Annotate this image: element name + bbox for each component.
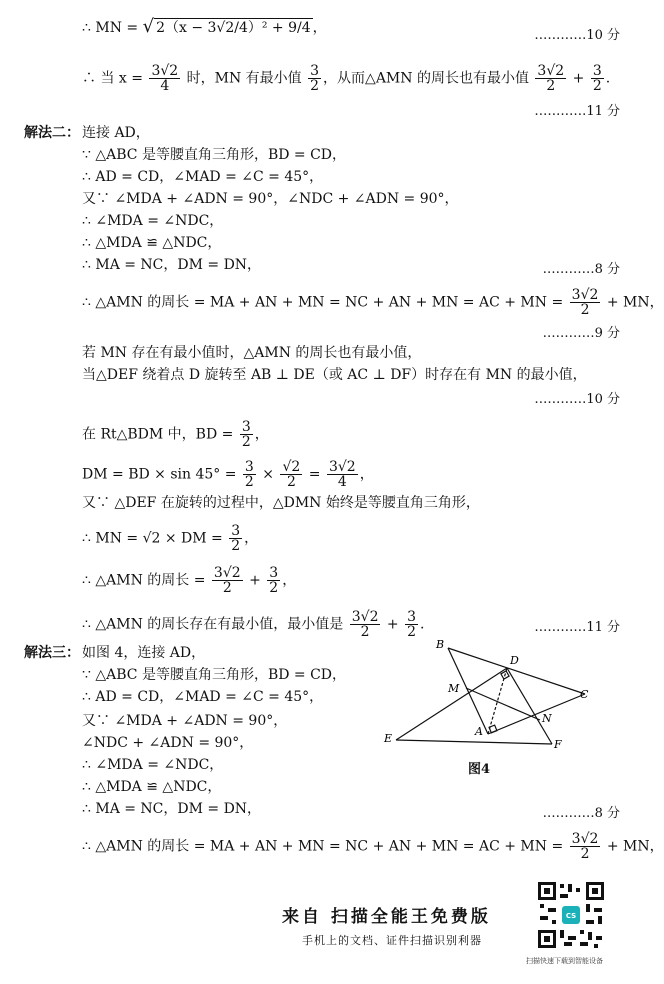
fraction: $\frac{3√2}{2}$ [571, 831, 599, 862]
fraction: $\frac{√2}{2}$ [282, 459, 301, 490]
text-line: ∴ ∠MDA = ∠NDC， [82, 213, 224, 229]
qr-badge-text: CS [565, 912, 577, 920]
text-line: ∴ ∠MDA = ∠NDC， [82, 757, 224, 773]
label-n: N [542, 712, 552, 725]
segment-ac [488, 694, 585, 734]
text: ∴ 当 x = [82, 70, 148, 87]
right-angle-mark-a [489, 725, 497, 733]
fraction: $\frac{3}{2}$ [310, 63, 320, 94]
fraction: $\frac{3√2}{2}$ [351, 609, 379, 640]
text-line: 又∵ △DEF 在旋转的过程中，△DMN 始终是等腰直角三角形， [82, 495, 480, 511]
text-line: 如图 4，连接 AD， [82, 645, 206, 661]
sqrt-content: 2（x − 3√2/4）² + 9/4 [156, 20, 311, 36]
label-f: F [554, 738, 562, 751]
fraction: $\frac{3}{2}$ [241, 419, 251, 450]
score-mark: …………8 分 [542, 262, 620, 277]
scanner-watermark-title: 来自 扫描全能王免费版 [282, 907, 491, 927]
fraction: $\frac{3}{2}$ [592, 63, 602, 94]
text-line: ∴ AD = CD，∠MAD = ∠C = 45°， [82, 689, 324, 705]
text: ∴ MN = [82, 20, 143, 36]
text-line: ∴ MA = NC，DM = DN， [82, 801, 262, 817]
geometry-figure [380, 636, 600, 756]
text-line: 又∵ ∠MDA + ∠ADN = 90°，∠NDC + ∠ADN = 90°， [82, 191, 459, 207]
label-c: C [580, 688, 589, 701]
fraction: $\frac{3√2}{2}$ [571, 287, 599, 318]
fraction: $\frac{3√2}{2}$ [213, 565, 241, 596]
text-line: ∴ MA = NC，DM = DN， [82, 257, 262, 273]
fraction: $\frac{3√2}{4}$ [151, 63, 179, 94]
fraction: $\frac{3√2}{2}$ [537, 63, 565, 94]
score-mark: …………11 分 [534, 104, 620, 119]
score-mark: …………10 分 [534, 28, 620, 43]
text: 时，MN 有最小值 [182, 70, 307, 87]
score-mark: …………10 分 [534, 392, 620, 407]
fraction: $\frac{3}{2}$ [407, 609, 417, 640]
text-line: 又∵ ∠MDA + ∠ADN = 90°， [82, 713, 288, 729]
label-b: B [436, 638, 445, 651]
score-mark: …………8 分 [542, 806, 620, 821]
segment-ef [396, 740, 552, 744]
segment-df [507, 668, 552, 744]
score-mark: …………11 分 [534, 620, 620, 635]
fraction: $\frac{3√2}{4}$ [328, 459, 356, 490]
text: ，从而△AMN 的周长也有最小值 [323, 70, 534, 87]
qr-code-icon[interactable] [536, 880, 606, 950]
label-m: M [448, 682, 460, 695]
text-line: ∵ △ABC 是等腰直角三角形，BD = CD， [82, 667, 347, 683]
text-line: ∴ △MDA ≌ △NDC， [82, 235, 222, 251]
mn-line: ∴ MN = √2 × DM = $\frac{3}{2}$ ， [82, 523, 259, 554]
label-e: E [384, 732, 393, 745]
perimeter-line: ∴ △AMN 的周长 = MA + AN + MN = NC + AN + MN = AC + MN = $\frac{3√2}{2}$ + MN， [82, 287, 664, 318]
figure-caption: 图4 [468, 762, 491, 777]
text: ， [312, 20, 327, 36]
method-three-label: 解法三： [24, 645, 80, 661]
scanner-watermark-subtitle: 手机上的文档、证件扫描识别利器 [302, 934, 482, 947]
perimeter-value-line: ∴ △AMN 的周长 = $\frac{3√2}{2}$ + $\frac{3}{2}$ ， [82, 565, 297, 596]
fraction: $\frac{3}{2}$ [244, 459, 254, 490]
min-perimeter-line: ∴ △AMN 的周长存在有最小值，最小值是 $\frac{3√2}{2}$ + $\frac{3}{2}$ . [82, 609, 425, 640]
method-two-label: 解法二： [24, 125, 80, 141]
qr-caption: 扫描快速下载到智能设备 [526, 957, 603, 965]
score-mark: …………9 分 [542, 326, 620, 341]
dm-line: DM = BD × sin 45° = $\frac{3}{2}$ × $\frac{√2}{2}$ = $\frac{3√2}{4}$ ， [82, 459, 374, 490]
formula-mn: ∴ MN = √ 2（x − 3√2/4）² + 9/4 ， [82, 16, 327, 37]
text-line: ∠NDC + ∠ADN = 90°， [82, 735, 254, 751]
text-line: ∴ AD = CD，∠MAD = ∠C = 45°， [82, 169, 324, 185]
text-line: 若 MN 存在有最小值时，△AMN 的周长也有最小值， [82, 345, 422, 361]
min-value-line: ∴ 当 x = $\frac{3√2}{4}$ 时，MN 有最小值 $\frac{3}{2}$ ，从而△AMN 的周长也有最小值 $\frac{3√2}{2}$ + $\frac{3}{2}$ . [82, 63, 611, 94]
text-line: 连接 AD， [82, 125, 150, 141]
perimeter-line-3: ∴ △AMN 的周长 = MA + AN + MN = NC + AN + MN = AC + MN = $\frac{3√2}{2}$ + MN， [82, 831, 664, 862]
label-d: D [510, 654, 519, 667]
fraction: $\frac{3}{2}$ [231, 523, 241, 554]
bd-line: 在 Rt△BDM 中，BD = $\frac{3}{2}$ ， [82, 419, 269, 450]
text-line: 当△DEF 绕着点 D 旋转至 AB ⊥ DE（或 AC ⊥ DF）时存在有 MN 的最小值， [82, 367, 587, 383]
label-a: A [475, 725, 483, 738]
text-line: ∴ △MDA ≌ △NDC， [82, 779, 222, 795]
fraction: $\frac{3}{2}$ [269, 565, 279, 596]
text-line: ∵ △ABC 是等腰直角三角形，BD = CD， [82, 147, 347, 163]
